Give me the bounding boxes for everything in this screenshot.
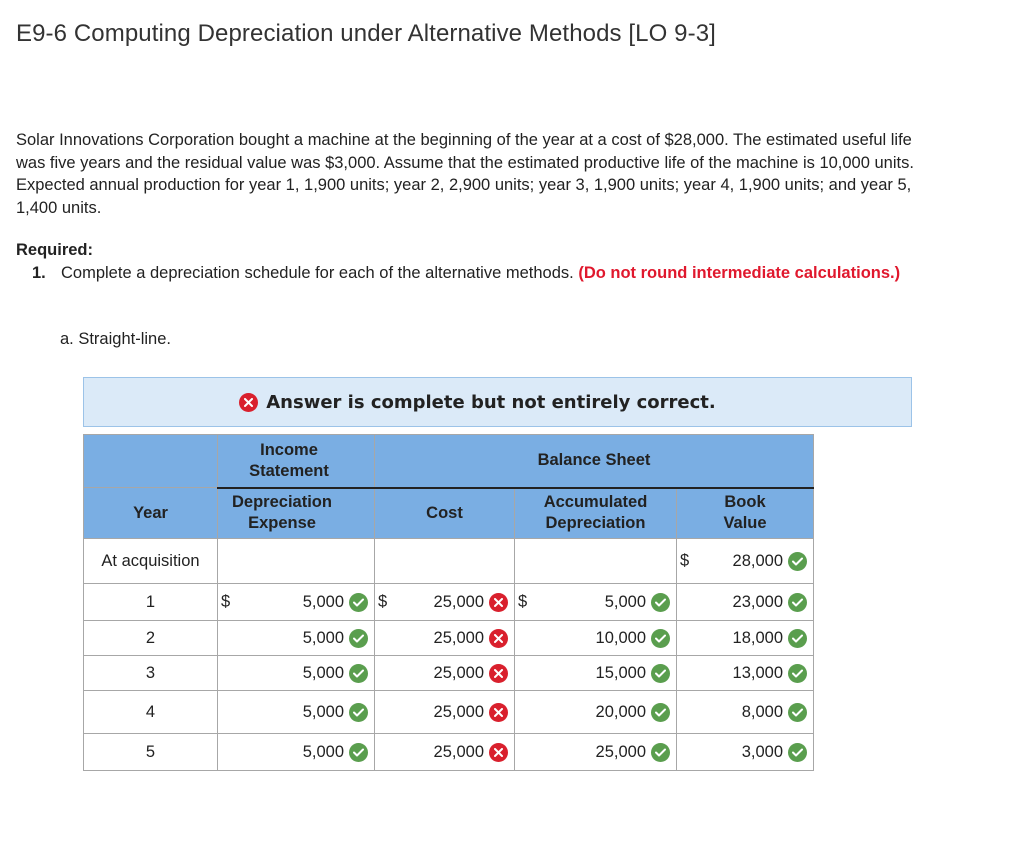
header-blank	[84, 435, 218, 488]
answer-status-text: Answer is complete but not entirely correct.	[266, 391, 716, 413]
check-circle-icon	[788, 629, 807, 648]
year-label: 2	[145, 628, 156, 647]
cost-cell[interactable]	[375, 621, 515, 656]
book-value-cell[interactable]	[677, 621, 814, 656]
problem-description: Solar Innovations Corporation bought a machine at the beginning of the year at a cost of $28,000. The estimated useful life was five years and the residual value was $3,000. Assume that the estimated productive life of the machine is 10,000 units. Expected annual production for year 1, 1,900 units; year 2, 2,900 units; year 3, 1,900 units; year 4, 1,900 units; and year 5, 1,400 units.	[16, 131, 914, 217]
year-label: 3	[145, 663, 156, 682]
accumulated-depreciation-cell[interactable]	[515, 734, 677, 771]
depreciation-cell-empty[interactable]	[218, 539, 375, 584]
header-accumulated-depreciation-label: Accumulated Depreciation	[543, 493, 648, 533]
depreciation-expense-value[interactable]: 5,000	[302, 742, 344, 761]
header-income-statement	[218, 435, 375, 488]
depreciation-expense-cell[interactable]	[218, 734, 375, 771]
year-cell	[84, 621, 218, 656]
book-value[interactable]: 3,000	[741, 742, 783, 761]
header-book-value-label: Book Value	[723, 493, 767, 533]
cost-cell[interactable]	[375, 584, 515, 621]
year-cell	[84, 691, 218, 734]
book-value-cell[interactable]	[677, 584, 814, 621]
cost-value[interactable]: 25,000	[433, 628, 484, 647]
header-income-statement-label: Income Statement	[249, 440, 329, 480]
table-row-year-4	[84, 691, 814, 734]
book-value[interactable]: 18,000	[732, 628, 783, 647]
cost-value[interactable]: 25,000	[433, 702, 484, 721]
check-circle-icon	[788, 552, 807, 571]
depreciation-expense-value[interactable]: 5,000	[302, 702, 344, 721]
header-cost: Cost	[375, 488, 515, 539]
answer-status-banner	[83, 377, 912, 427]
check-circle-icon	[788, 593, 807, 612]
year-label: 4	[145, 702, 156, 721]
book-value[interactable]: 13,000	[732, 663, 783, 682]
depreciation-schedule-table	[83, 434, 814, 771]
year-cell	[84, 734, 218, 771]
accumulated-depreciation-value[interactable]: 5,000	[604, 592, 646, 611]
table-row-year-2	[84, 621, 814, 656]
check-circle-icon	[651, 629, 670, 648]
check-circle-icon	[788, 664, 807, 683]
year-cell	[84, 539, 218, 584]
schedule-rows	[84, 584, 814, 771]
check-circle-icon	[788, 743, 807, 762]
year-label: At acquisition	[101, 551, 200, 570]
cost-value[interactable]: 25,000	[433, 663, 484, 682]
requirement-text	[61, 262, 921, 285]
depreciation-expense-cell[interactable]	[218, 691, 375, 734]
book-value-cell[interactable]	[677, 691, 814, 734]
requirement-instruction: Complete a depreciation schedule for each of the alternative methods.	[61, 264, 574, 282]
check-circle-icon	[788, 703, 807, 722]
year-cell	[84, 584, 218, 621]
x-circle-icon	[239, 393, 258, 412]
accumulated-depreciation-cell[interactable]	[515, 656, 677, 691]
header-book-value	[677, 488, 814, 539]
check-circle-icon	[349, 629, 368, 648]
x-circle-icon	[489, 593, 508, 612]
check-circle-icon	[651, 743, 670, 762]
accumulated-depreciation-value[interactable]: 20,000	[595, 702, 646, 721]
accumulated-depreciation-cell[interactable]	[515, 621, 677, 656]
year-cell	[84, 656, 218, 691]
accumulated-depreciation-value[interactable]: 15,000	[595, 663, 646, 682]
cost-value[interactable]: 25,000	[433, 592, 484, 611]
check-circle-icon	[651, 593, 670, 612]
depreciation-expense-cell[interactable]	[218, 656, 375, 691]
check-circle-icon	[651, 703, 670, 722]
table-row-year-1	[84, 584, 814, 621]
currency-symbol: $	[378, 592, 388, 611]
year-label: 1	[145, 592, 156, 611]
requirement-number: 1.	[32, 264, 46, 282]
page-title: E9-6 Computing Depreciation under Alternative Methods [LO 9-3]	[16, 20, 716, 47]
header-depreciation-expense-label: Depreciation Expense	[232, 493, 332, 533]
depreciation-expense-cell[interactable]	[218, 621, 375, 656]
currency-symbol: $	[221, 592, 231, 611]
book-value[interactable]: 23,000	[732, 592, 783, 611]
table-row-year-5	[84, 734, 814, 771]
book-value[interactable]: 28,000	[732, 551, 783, 570]
currency-symbol: $	[680, 551, 690, 570]
header-depreciation-expense	[218, 488, 375, 539]
check-circle-icon	[349, 593, 368, 612]
book-value-cell[interactable]	[677, 734, 814, 771]
x-circle-icon	[489, 629, 508, 648]
table-row-year-3	[84, 656, 814, 691]
cost-cell-empty[interactable]	[375, 539, 515, 584]
accumulated-cell-empty[interactable]	[515, 539, 677, 584]
check-circle-icon	[349, 664, 368, 683]
cost-cell[interactable]	[375, 691, 515, 734]
accumulated-depreciation-cell[interactable]	[515, 691, 677, 734]
check-circle-icon	[349, 743, 368, 762]
depreciation-expense-value[interactable]: 5,000	[302, 592, 344, 611]
book-value-cell[interactable]	[677, 539, 814, 584]
book-value[interactable]: 8,000	[741, 702, 783, 721]
accumulated-depreciation-cell[interactable]	[515, 584, 677, 621]
accumulated-depreciation-value[interactable]: 10,000	[595, 628, 646, 647]
header-accumulated-depreciation	[515, 488, 677, 539]
cost-value[interactable]: 25,000	[433, 742, 484, 761]
x-circle-icon	[489, 664, 508, 683]
header-balance-sheet: Balance Sheet	[375, 435, 814, 488]
check-circle-icon	[651, 664, 670, 683]
required-label: Required:	[16, 241, 94, 259]
check-circle-icon	[349, 703, 368, 722]
x-circle-icon	[489, 743, 508, 762]
accumulated-depreciation-value[interactable]: 25,000	[595, 742, 646, 761]
sub-item-straight-line: a. Straight-line.	[60, 330, 171, 348]
year-label: 5	[145, 742, 156, 761]
depreciation-expense-value[interactable]: 5,000	[302, 628, 344, 647]
requirement-note: (Do not round intermediate calculations.)	[578, 264, 901, 282]
header-year: Year	[84, 488, 218, 539]
depreciation-expense-value[interactable]: 5,000	[302, 663, 344, 682]
x-circle-icon	[489, 703, 508, 722]
table-row-acquisition	[84, 539, 814, 584]
cost-cell[interactable]	[375, 734, 515, 771]
depreciation-expense-cell[interactable]	[218, 584, 375, 621]
currency-symbol: $	[518, 592, 528, 611]
cost-cell[interactable]	[375, 656, 515, 691]
book-value-cell[interactable]	[677, 656, 814, 691]
